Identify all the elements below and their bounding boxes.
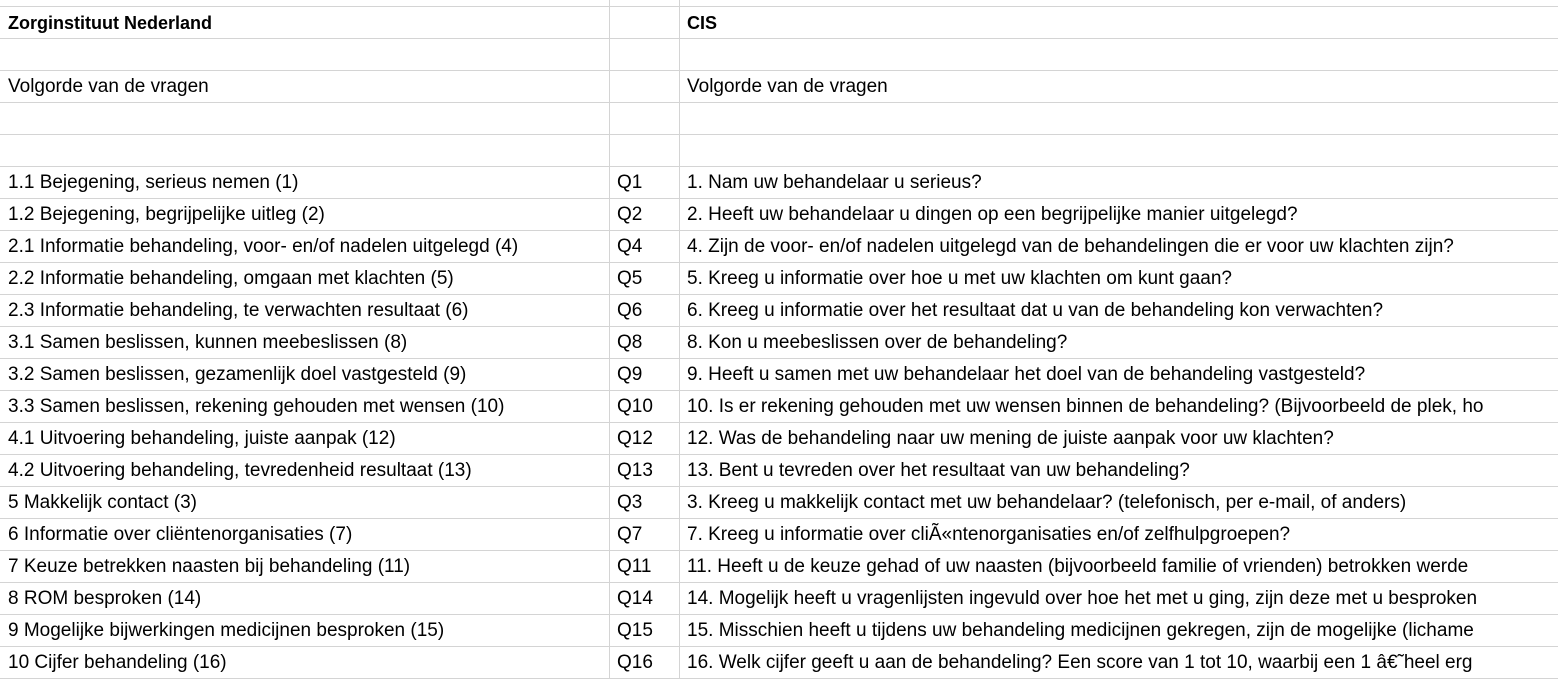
cis-question-cell[interactable]: 9. Heeft u samen met uw behandelaar het doel van de behandeling vastgesteld? [687, 364, 1366, 385]
cell[interactable] [610, 7, 680, 38]
cis-question-cell[interactable]: 16. Welk cijfer geeft u aan de behandeling? Een score van 1 tot 10, waarbij een 1 â€˜heel erg [687, 652, 1473, 673]
cell[interactable] [0, 135, 610, 166]
zin-cell[interactable]: 3.1 Samen beslissen, kunnen meebeslissen (8) [0, 327, 610, 358]
right-subheader-cell[interactable]: Volgorde van de vragen [687, 76, 888, 97]
table-row [0, 487, 1558, 519]
cis-question-cell[interactable]: 14. Mogelijk heeft u vragenlijsten ingevuld over hoe het met u ging, zijn deze met u besproken [687, 588, 1478, 609]
cell[interactable] [610, 0, 680, 6]
cell[interactable] [680, 103, 1558, 134]
cis-question-cell[interactable]: 8. Kon u meebeslissen over de behandeling? [687, 332, 1068, 353]
table-row [0, 199, 1558, 231]
code-cell[interactable]: Q4 [610, 231, 680, 262]
code-cell[interactable]: Q13 [610, 455, 680, 486]
cis-question-cell[interactable]: 13. Bent u tevreden over het resultaat van uw behandeling? [687, 460, 1190, 481]
table-row [0, 359, 1558, 391]
zin-cell[interactable]: 2.3 Informatie behandeling, te verwachten resultaat (6) [0, 295, 610, 326]
cis-question-cell[interactable]: 5. Kreeg u informatie over hoe u met uw klachten om kunt gaan? [687, 268, 1232, 289]
table-row [0, 519, 1558, 551]
data-rows [0, 167, 1558, 679]
spreadsheet-row [0, 135, 1558, 167]
zin-cell[interactable]: 10 Cijfer behandeling (16) [0, 647, 610, 678]
code-cell[interactable]: Q12 [610, 423, 680, 454]
table-row [0, 583, 1558, 615]
code-cell[interactable]: Q3 [610, 487, 680, 518]
code-cell[interactable]: Q11 [610, 551, 680, 582]
cell[interactable] [610, 39, 680, 70]
cis-question-cell[interactable]: 11. Heeft u de keuze gehad of uw naasten (bijvoorbeeld familie of vrienden) betrokken werde [687, 556, 1469, 577]
zin-cell[interactable]: 8 ROM besproken (14) [0, 583, 610, 614]
table-row [0, 647, 1558, 679]
table-row [0, 551, 1558, 583]
right-title-cell[interactable]: CIS [687, 13, 718, 33]
left-subheader-cell[interactable]: Volgorde van de vragen [0, 71, 610, 102]
cis-question-cell[interactable]: 2. Heeft uw behandelaar u dingen op een begrijpelijke manier uitgelegd? [687, 204, 1298, 225]
cell[interactable] [0, 0, 610, 6]
table-row [0, 327, 1558, 359]
cis-question-cell[interactable]: 15. Misschien heeft u tijdens uw behandeling medicijnen gekregen, zijn de mogelijke (lichame [687, 620, 1474, 641]
cell[interactable] [610, 135, 680, 166]
zin-cell[interactable]: 2.1 Informatie behandeling, voor- en/of nadelen uitgelegd (4) [0, 231, 610, 262]
cis-question-cell[interactable]: 3. Kreeg u makkelijk contact met uw behandelaar? (telefonisch, per e-mail, of anders) [687, 492, 1407, 513]
code-cell[interactable]: Q2 [610, 199, 680, 230]
zin-cell[interactable]: 4.1 Uitvoering behandeling, juiste aanpak (12) [0, 423, 610, 454]
code-cell[interactable]: Q10 [610, 391, 680, 422]
code-cell[interactable]: Q14 [610, 583, 680, 614]
zin-cell[interactable]: 4.2 Uitvoering behandeling, tevredenheid resultaat (13) [0, 455, 610, 486]
cell[interactable] [680, 135, 1558, 166]
table-row [0, 455, 1558, 487]
table-row [0, 231, 1558, 263]
code-cell[interactable]: Q6 [610, 295, 680, 326]
code-cell[interactable]: Q5 [610, 263, 680, 294]
cis-question-cell[interactable]: 1. Nam uw behandelaar u serieus? [687, 172, 982, 193]
cis-question-cell[interactable]: 4. Zijn de voor- en/of nadelen uitgelegd van de behandelingen die er voor uw klachten zijn? [687, 236, 1454, 257]
cell[interactable] [0, 103, 610, 134]
table-row [0, 167, 1558, 199]
code-cell[interactable]: Q16 [610, 647, 680, 678]
cell[interactable] [610, 71, 680, 102]
zin-cell[interactable]: 3.2 Samen beslissen, gezamenlijk doel vastgesteld (9) [0, 359, 610, 390]
zin-cell[interactable]: 7 Keuze betrekken naasten bij behandeling (11) [0, 551, 610, 582]
table-row [0, 615, 1558, 647]
zin-cell[interactable]: 5 Makkelijk contact (3) [0, 487, 610, 518]
table-row [0, 391, 1558, 423]
cell[interactable] [0, 39, 610, 70]
zin-cell[interactable]: 1.1 Bejegening, serieus nemen (1) [0, 167, 610, 198]
zin-cell[interactable]: 9 Mogelijke bijwerkingen medicijnen besproken (15) [0, 615, 610, 646]
cell[interactable] [680, 39, 1558, 70]
spreadsheet-row [0, 7, 1558, 39]
spreadsheet-row [0, 71, 1558, 103]
spreadsheet-row [0, 0, 1558, 7]
table-row [0, 295, 1558, 327]
cell[interactable] [610, 103, 680, 134]
code-cell[interactable]: Q9 [610, 359, 680, 390]
zin-cell[interactable]: 2.2 Informatie behandeling, omgaan met klachten (5) [0, 263, 610, 294]
table-row [0, 263, 1558, 295]
cis-question-cell[interactable]: 10. Is er rekening gehouden met uw wensen binnen de behandeling? (Bijvoorbeeld de plek, ho [687, 396, 1484, 417]
cis-question-cell[interactable]: 7. Kreeg u informatie over cliÃ«ntenorganisaties en/of zelfhulpgroepen? [687, 524, 1291, 545]
code-cell[interactable]: Q7 [610, 519, 680, 550]
code-cell[interactable]: Q1 [610, 167, 680, 198]
code-cell[interactable]: Q8 [610, 327, 680, 358]
code-cell[interactable]: Q15 [610, 615, 680, 646]
table-row [0, 423, 1558, 455]
spreadsheet-row [0, 103, 1558, 135]
zin-cell[interactable]: 1.2 Bejegening, begrijpelijke uitleg (2) [0, 199, 610, 230]
zin-cell[interactable]: 6 Informatie over cliëntenorganisaties (7) [0, 519, 610, 550]
cis-question-cell[interactable]: 12. Was de behandeling naar uw mening de juiste aanpak voor uw klachten? [687, 428, 1334, 449]
cell[interactable] [680, 0, 1558, 6]
cis-question-cell[interactable]: 6. Kreeg u informatie over het resultaat dat u van de behandeling kon verwachten? [687, 300, 1384, 321]
left-title-cell[interactable]: Zorginstituut Nederland [0, 7, 610, 38]
zin-cell[interactable]: 3.3 Samen beslissen, rekening gehouden met wensen (10) [0, 391, 610, 422]
spreadsheet-row [0, 39, 1558, 71]
